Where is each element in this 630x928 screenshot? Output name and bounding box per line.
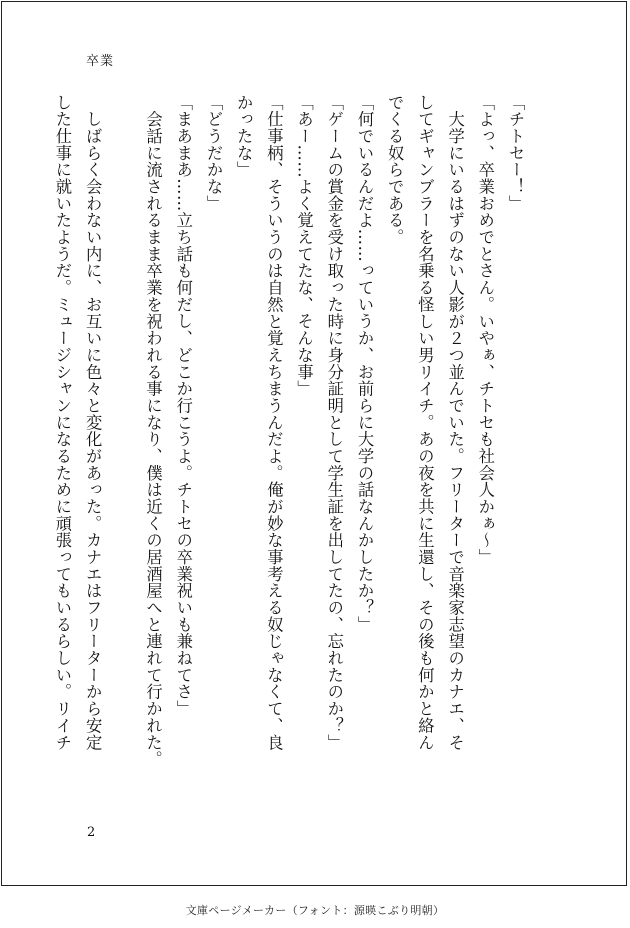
- text-line: 「よっ、卒業おめでとさん。いやぁ、チトセも社会人かぁ〜」: [475, 94, 495, 566]
- text-line: 大学にいるはずのない人影が２つ並んでいた。フリーターで音楽家志望のカナエ、そ: [445, 94, 465, 751]
- text-line: した仕事に就いたようだ。ミュージシャンになるために頑張ってもいるらしい。リイチ: [52, 94, 72, 751]
- text-line: 「あー……よく覚えてたな、そんな事」: [294, 94, 314, 398]
- text-line: しばらく会わない内に、お互いに色々と変化があった。カナエはフリーターから安定: [83, 94, 103, 751]
- text-line: 「どうだかな」: [203, 94, 223, 212]
- text-line: かったな」: [234, 94, 254, 179]
- page-number: 2: [87, 825, 96, 840]
- text-line: 「チトセー！」: [506, 94, 525, 212]
- text-line: でくる奴らである。: [385, 94, 405, 246]
- vertical-body-text: [52, 94, 530, 794]
- running-header-title: 卒業: [86, 54, 115, 69]
- text-line: 「何でいるんだよ……っていうか、お前らに大学の話なんかしたか？」: [354, 94, 374, 633]
- text-line: 会話に流されるまま卒業を祝われる事になり、僕は近くの居酒屋へと連れて行かれた。: [143, 94, 163, 768]
- text-line: 「まあまあ……立ち話も何だし、どこか行こうよ。チトセの卒業祝いも兼ねてさ」: [173, 94, 193, 718]
- text-line: してギャンブラーを名乗る怪しい男リイチ。あの夜を共に生還し、その後も何かと絡ん: [415, 94, 435, 751]
- footer-credit: 文庫ページメーカー（フォント：源暎こぶり明朝）: [185, 904, 445, 917]
- book-page: [1, 1, 627, 886]
- text-line: 「ゲームの賞金を受け取った時に身分証明として学生証を出してたの、忘れたのか？」: [324, 94, 344, 751]
- text-line: 「仕事柄、そういうのは自然と覚えちまうんだよ。俺が妙な事考える奴じゃなくて、良: [264, 94, 284, 751]
- text-line: [107, 94, 137, 794]
